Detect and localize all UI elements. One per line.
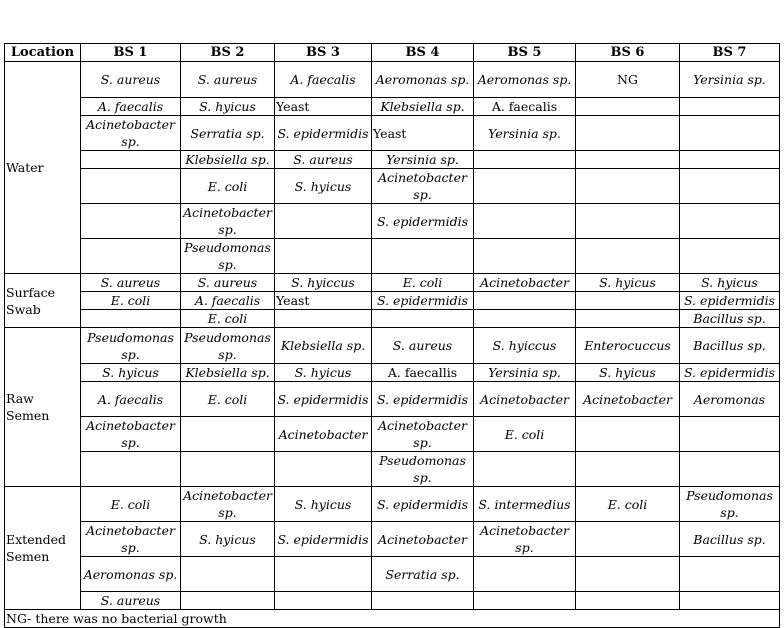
table-cell [576,310,680,328]
table-cell: Yeast [275,292,372,310]
table-cell [181,452,275,487]
table-cell: Acinetobacter sp. [372,417,474,452]
table-cell: Acinetobacter sp. [81,417,181,452]
table-cell: E. coli [474,417,576,452]
table-cell: E. coli [181,382,275,417]
table-cell: Bacillus sp. [680,328,780,364]
table-cell: S. epidermidis [275,522,372,557]
table-cell [576,151,680,169]
table-cell [181,557,275,592]
table-cell: Yersinia sp. [474,364,576,382]
table-cell: E. coli [81,487,181,522]
table-cell: Klebsiella sp. [181,364,275,382]
table-cell: A. faecalis [474,98,576,116]
table-cell: Pseudomonas sp. [181,239,275,274]
table-cell [576,204,680,239]
bacteria-table [4,43,780,628]
table-cell: Acinetobacter [474,274,576,292]
table-row [5,274,780,292]
table-cell: Enterocuccus [576,328,680,364]
table-cell [680,452,780,487]
table-cell: E. coli [372,274,474,292]
table-cell [474,169,576,204]
footnote: NG- there was no bacterial growth [5,610,780,628]
table-row [5,169,780,204]
table-cell: Acinetobacter sp. [181,204,275,239]
table-cell: Acinetobacter [576,382,680,417]
header-bs1: BS 1 [81,44,181,62]
table-cell [576,417,680,452]
table-cell: S. aureus [372,328,474,364]
table-cell: Acinetobacter sp. [181,487,275,522]
header-bs7: BS 7 [680,44,780,62]
table-cell: Klebsiella sp. [181,151,275,169]
table-row [5,204,780,239]
table-cell: Yersinia sp. [474,116,576,151]
table-row [5,151,780,169]
table-cell: S. aureus [275,151,372,169]
location-cell: Surface Swab [5,274,81,328]
table-cell: S. hyicus [275,364,372,382]
location-cell: Raw Semen [5,328,81,487]
table-row [5,592,780,610]
table-row [5,364,780,382]
table-cell: E. coli [181,169,275,204]
table-cell: Yersinia sp. [680,62,780,98]
table-row [5,557,780,592]
table-cell [576,452,680,487]
table-cell [275,239,372,274]
table-row [5,417,780,452]
table-cell: S. aureus [81,592,181,610]
table-cell [680,116,780,151]
footnote-row [5,610,780,628]
table-cell: E. coli [181,310,275,328]
table-footer [5,610,780,628]
table-cell [576,98,680,116]
header-bs3: BS 3 [275,44,372,62]
table-cell: S. epidermidis [372,382,474,417]
table-cell: A. faecalis [81,98,181,116]
table-cell [81,452,181,487]
table-cell: S. aureus [181,62,275,98]
table-cell [474,557,576,592]
table-cell [576,239,680,274]
table-cell: S. hyicus [181,522,275,557]
table-cell [474,292,576,310]
table-cell: Acinetobacter sp. [81,522,181,557]
table-row [5,62,780,98]
table-cell: Acinetobacter sp. [81,116,181,151]
table-cell: S. hyicus [275,169,372,204]
table-cell: S. hyiccus [474,328,576,364]
location-cell: Extended Semen [5,487,81,610]
table-cell [680,417,780,452]
table-cell: Bacillus sp. [680,522,780,557]
table-cell: Aeromonas sp. [474,62,576,98]
table-cell: A. faecallis [372,364,474,382]
table-cell [275,310,372,328]
table-cell: S. hyicus [576,364,680,382]
table-cell: Bacillus sp. [680,310,780,328]
table-row [5,487,780,522]
table-cell: Pseudomonas sp. [372,452,474,487]
table-cell [474,239,576,274]
table-cell: A. faecalis [181,292,275,310]
table-cell: S. epidermidis [275,382,372,417]
table-cell [474,204,576,239]
table-cell [576,169,680,204]
table-row [5,310,780,328]
table-cell: Aeromonas [680,382,780,417]
header-bs5: BS 5 [474,44,576,62]
table-cell: A. faecalis [81,382,181,417]
table-row [5,239,780,274]
table-cell [275,592,372,610]
table-cell [81,310,181,328]
table-cell: Acinetobacter sp. [372,169,474,204]
table-cell: Aeromonas sp. [81,557,181,592]
table-cell [576,557,680,592]
table-cell [474,151,576,169]
table-row [5,292,780,310]
table-cell: Klebsiella sp. [275,328,372,364]
table-cell: A. faecalis [275,62,372,98]
table-cell: Acinetobacter [275,417,372,452]
table-cell: S. epidermidis [680,364,780,382]
table-cell [576,292,680,310]
table-cell [181,592,275,610]
table-cell [81,169,181,204]
table-cell: S. epidermidis [680,292,780,310]
header-bs2: BS 2 [181,44,275,62]
table-row [5,328,780,364]
table-cell [680,239,780,274]
table-cell: S. hyicus [181,98,275,116]
table-cell: Pseudomonas sp. [181,328,275,364]
header-location: Location [5,44,81,62]
table-cell: Serratia sp. [181,116,275,151]
table-row [5,382,780,417]
header-bs6: BS 6 [576,44,680,62]
table-cell [680,557,780,592]
table-cell: S. hyicus [275,487,372,522]
table-cell [680,98,780,116]
table-cell: Yeast [372,116,474,151]
table-cell [474,452,576,487]
table-cell: Pseudomonas sp. [680,487,780,522]
table-header [5,44,780,62]
table-cell: S. aureus [81,274,181,292]
table-cell: S. aureus [81,62,181,98]
table-cell: S. intermedius [474,487,576,522]
table-cell: Yersinia sp. [372,151,474,169]
table-cell [576,592,680,610]
table-body [5,62,780,610]
table-cell [372,239,474,274]
table-cell [275,452,372,487]
table-row [5,522,780,557]
table-cell: E. coli [576,487,680,522]
table-cell [680,204,780,239]
table-row [5,116,780,151]
header-bs4: BS 4 [372,44,474,62]
table-cell: Acinetobacter sp. [474,522,576,557]
table-cell: S. epidermidis [372,204,474,239]
table-cell: S. epidermidis [372,292,474,310]
table-cell [474,592,576,610]
table-cell: S. hyicus [680,274,780,292]
table-cell: Aeromonas sp. [372,62,474,98]
table-cell [576,116,680,151]
table-cell [474,310,576,328]
table-cell: Acinetobacter [372,522,474,557]
table-cell: Klebsiella sp. [372,98,474,116]
table-cell: S. aureus [181,274,275,292]
location-cell: Water [5,62,81,274]
table-cell: Pseudomonas sp. [81,328,181,364]
table-cell: S. hyicus [576,274,680,292]
table-cell: Acinetobacter [474,382,576,417]
table-cell: NG [576,62,680,98]
table-cell: S. hyiccus [275,274,372,292]
table-row [5,452,780,487]
table-cell [81,204,181,239]
table-cell [275,204,372,239]
table-cell [680,592,780,610]
table-cell [680,151,780,169]
header-row [5,44,780,62]
table-cell: Yeast [275,98,372,116]
table-cell [81,239,181,274]
table-cell [372,592,474,610]
table-cell: S. hyicus [81,364,181,382]
table-cell: Serratia sp. [372,557,474,592]
table-cell: S. epidermidis [275,116,372,151]
table-cell [181,417,275,452]
table-cell: S. epidermidis [372,487,474,522]
table-cell [680,169,780,204]
table-cell [576,522,680,557]
table-cell [372,310,474,328]
table-row [5,98,780,116]
table-cell: E. coli [81,292,181,310]
table-cell [81,151,181,169]
table-cell [275,557,372,592]
